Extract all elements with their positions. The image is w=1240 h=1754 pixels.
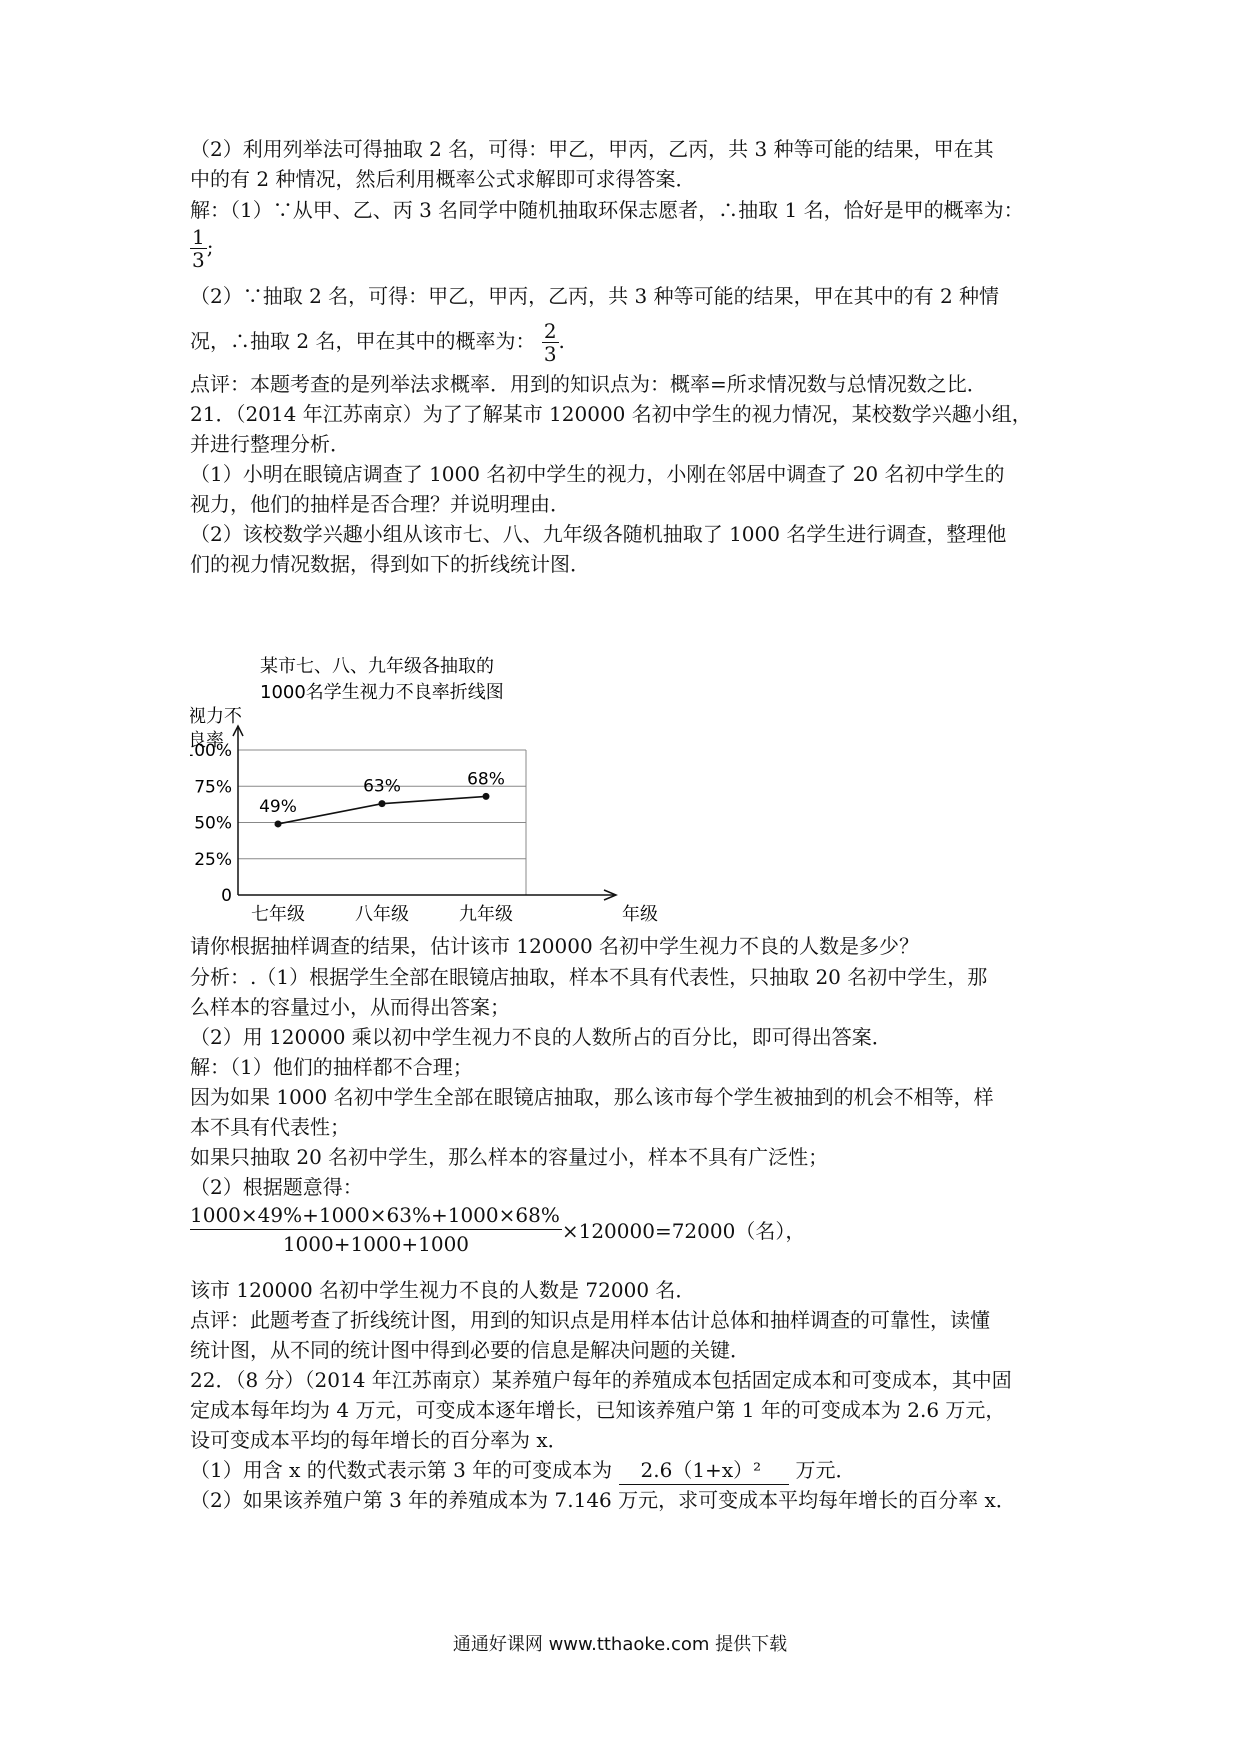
text-line: 设可变成本平均的每年增长的百分率为 x． — [190, 1428, 568, 1452]
text-line: （2）∵抽取 2 名，可得：甲乙，甲丙，乙丙，共 3 种等可能的结果，甲在其中的有 2 种情 — [190, 284, 1000, 308]
question-21-title: 21．（2014 年江苏南京）为了了解某市 120000 名初中学生的视力情况，某校数学兴趣小组， — [190, 402, 1032, 426]
text-line: 么样本的容量过小，从而得出答案； — [190, 995, 510, 1019]
text-line: 如果只抽取 20 名初中学生，那么样本的容量过小，样本不具有广泛性； — [190, 1145, 829, 1169]
y-axis-label-line2: 良率 — [190, 730, 224, 751]
text-fragment: 况，∴抽取 2 名，甲在其中的概率为： — [190, 329, 536, 353]
fraction-denominator: 3 — [192, 248, 205, 272]
text-fragment: 万元． — [795, 1458, 856, 1482]
data-label: 63% — [363, 776, 401, 797]
text-line: 本不具有代表性； — [190, 1115, 350, 1139]
text-line-with-answer — [190, 1456, 855, 1485]
line-chart — [190, 650, 670, 930]
chart-title-line2: 1000名学生视力不良率折线图 — [260, 682, 504, 703]
fraction-numerator: 2 — [543, 319, 557, 343]
fraction-tail: . — [558, 329, 565, 353]
y-tick-label: 75% — [194, 777, 232, 798]
fraction-denominator: 3 — [543, 342, 557, 366]
text-line-with-fraction — [190, 320, 565, 365]
text-fragment: （1）用含 x 的代数式表示第 3 年的可变成本为 — [190, 1458, 613, 1482]
calculation-fraction — [190, 1203, 805, 1256]
data-point — [379, 800, 386, 807]
footer-credit: 通通好课网 www.tthaoke.com 提供下载 — [452, 1634, 788, 1655]
fraction-two-thirds — [542, 320, 559, 365]
x-tick-label: 八年级 — [355, 904, 409, 925]
fraction-block — [190, 1203, 562, 1256]
text-line: （1）小明在眼镜店调查了 1000 名初中学生的视力，小刚在邻居中调查了 20 名初中学生的 — [190, 462, 1005, 486]
fraction-line — [190, 226, 213, 271]
x-tick-labels — [251, 903, 513, 925]
data-label: 49% — [259, 796, 297, 817]
y-tick-label: 50% — [194, 813, 232, 834]
text-line: （2）利用列举法可得抽取 2 名，可得：甲乙，甲丙，乙丙，共 3 种等可能的结果，甲在其 — [190, 137, 994, 161]
y-tick-label: 25% — [194, 849, 232, 870]
question-22-title: 22．（8 分）（2014 年江苏南京）某养殖户每年的养殖成本包括固定成本和可变成本，其中固 — [190, 1368, 1012, 1392]
x-axis-label: 年级 — [622, 904, 658, 925]
text-line: 统计图，从不同的统计图中得到必要的信息是解决问题的关键． — [190, 1338, 750, 1362]
fraction-one-third — [190, 226, 207, 271]
text-line: （2）如果该养殖户第 3 年的养殖成本为 7.146 万元，求可变成本平均每年增长的百分率 x． — [190, 1488, 1016, 1512]
text-line: 定成本每年均为 4 万元，可变成本逐年增长，已知该养殖户第 1 年的可变成本为 2.6 万元， — [190, 1398, 1006, 1422]
solution-line: 解：（1）他们的抽样都不合理； — [190, 1055, 473, 1079]
chart-title-line1: 某市七、八、九年级各抽取的 — [260, 656, 494, 677]
text-line: 请你根据抽样调查的结果，估计该市 120000 名初中学生视力不良的人数是多少？ — [190, 934, 920, 958]
text-line: 因为如果 1000 名初中学生全部在眼镜店抽取，那么该市每个学生被抽到的机会不相等，样 — [190, 1085, 994, 1109]
text-line: 点评：本题考查的是列举法求概率．用到的知识点为：概率=所求情况数与总情况数之比． — [190, 372, 987, 396]
data-point — [483, 793, 490, 800]
fraction-numerator: 1000×49%+1000×63%+1000×68% — [190, 1203, 562, 1230]
analysis-line: 分析：.（1）根据学生全部在眼镜店抽取，样本不具有代表性，只抽取 20 名初中学生，那 — [190, 965, 988, 989]
text-line: 们的视力情况数据，得到如下的折线统计图． — [190, 552, 590, 576]
x-tick-label: 九年级 — [459, 904, 513, 925]
text-line: 中的有 2 种情况，然后利用概率公式求解即可求得答案． — [190, 167, 696, 191]
line-chart-svg — [190, 650, 670, 930]
comment-line: 点评：此题考查了折线统计图，用到的知识点是用样本估计总体和抽样调查的可靠性，读懂 — [190, 1308, 990, 1332]
text-line: 视力，他们的抽样是否合理？并说明理由． — [190, 492, 570, 516]
y-tick-labels — [190, 741, 232, 906]
data-label: 68% — [467, 769, 505, 790]
data-labels — [259, 769, 505, 817]
text-line: （2）根据题意得： — [190, 1175, 363, 1199]
text-line: （2）该校数学兴趣小组从该市七、八、九年级各随机抽取了 1000 名学生进行调查，整理他 — [190, 522, 1007, 546]
answer-blank: 2.6（1+x）² — [619, 1456, 790, 1485]
text-line: （2）用 120000 乘以初中学生视力不良的人数所占的百分比，即可得出答案． — [190, 1025, 892, 1049]
fraction-result: ×120000=72000（名）， — [561, 1219, 806, 1243]
fraction-tail: ; — [206, 235, 214, 259]
y-tick-label: 0 — [221, 886, 232, 906]
y-tick-label: 00% — [194, 741, 232, 761]
text-line: 并进行整理分析． — [190, 432, 350, 456]
fraction-numerator: 1 — [192, 225, 205, 249]
fraction-denominator: 1000+1000+1000 — [282, 1232, 470, 1256]
x-tick-label: 七年级 — [251, 904, 305, 925]
y-axis-label-line1: 视力不 — [190, 706, 242, 727]
text-line: 解：（1）∵从甲、乙、丙 3 名同学中随机抽取环保志愿者，∴抽取 1 名，恰好是甲的概率为： — [190, 198, 1024, 222]
data-point — [275, 820, 282, 827]
text-line: 该市 120000 名初中学生视力不良的人数是 72000 名． — [190, 1278, 696, 1302]
